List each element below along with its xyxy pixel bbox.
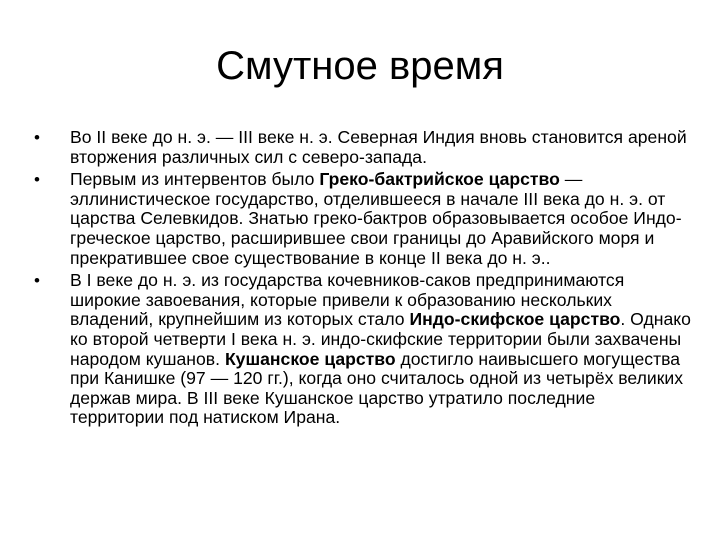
- bullet-text: В I веке до н. э. из государства кочевников-саков предпринимаются широкие завоевания, которые привели к образованию нескольких владений, крупнейшим из которых стало: [70, 270, 625, 330]
- bullet-item-2: [34, 170, 694, 268]
- bullet-bold-term: Кушанское царство: [224, 348, 396, 369]
- bullet-text: . Однако ко второй четверти I века н. э. индо-скифские территории были захвачены народом кушанов.: [70, 309, 691, 369]
- bullet-marker: •: [34, 128, 40, 147]
- bullet-text: — эллинистическое государство, отделившееся в начале III века до н. э. от царства Селевкидов. Знатью греко-бактров образовывается особое Индо-греческое царство, расширившее свои границы до Аравийского моря и прекратившее свое существование в конце II века до н. э..: [70, 169, 682, 268]
- slide-title: Смутное время: [216, 44, 504, 88]
- bullet-bold-term: Греко-бактрийское царство: [319, 169, 560, 190]
- bullet-item-3: [34, 271, 694, 428]
- bullet-list: [34, 128, 694, 431]
- bullet-bold-term: Индо-скифское царство: [409, 309, 621, 330]
- bullet-text: достигло наивысшего могущества при Канишке (97 — 120 гг.), когда оно считалось одной из четырёх великих держав мира. В III веке Кушанское царство утратило последние территории под натиском Ирана.: [70, 348, 684, 428]
- bullet-item-1: [34, 128, 694, 167]
- bullet-marker: •: [34, 271, 40, 291]
- bullet-text: Первым из интервентов было: [70, 169, 320, 190]
- bullet-marker: •: [34, 170, 40, 190]
- bullet-text: Во II веке до н. э. — III веке н. э. Северная Индия вновь становится ареной вторжения различных сил с северо-запада.: [70, 127, 687, 167]
